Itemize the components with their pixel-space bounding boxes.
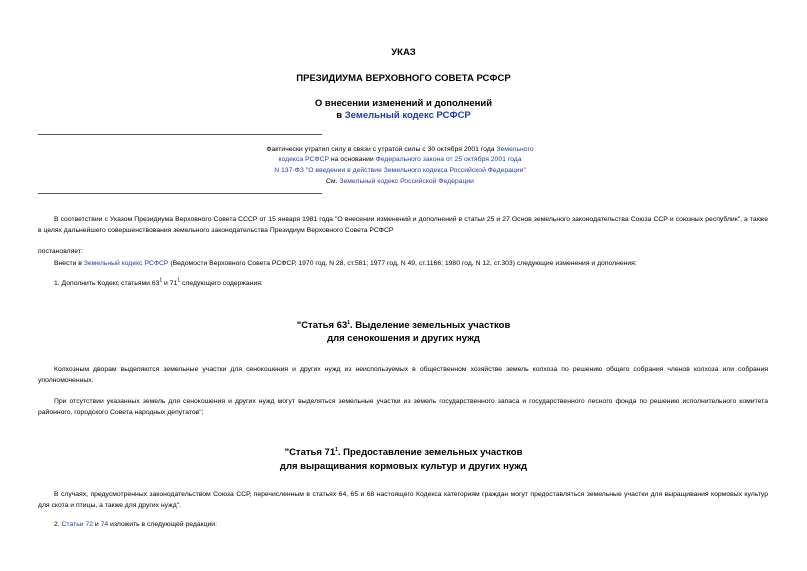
notice-bottom-rule [38,193,322,194]
document-subject-line2 [0,110,807,121]
item1-text-b: и 71 [162,280,178,287]
article63-sup: 1 [347,319,351,326]
article63-title-line1 [0,320,807,331]
item2-link-article72[interactable]: Статьи 72 [61,521,94,528]
article63-paragraph2: При отсутствии указанных земель для сенокошения и других нужд могут выделяться земельные участки из земель государственного запаса и государственного лесного фонда по решению исполнительного комитета районного, городского Совета народных депутатов"; [38,398,768,416]
item1-sup-a: 1 [159,277,163,284]
document-type: УКАЗ [391,47,416,58]
intro-code-link[interactable]: Земельный кодекс РСФСР [83,260,169,267]
notice-link-137fz[interactable]: N 137-ФЗ "О введении в действие Земельного кодекса Российской Федерации" [274,167,526,174]
document-issuer: ПРЕЗИДИУМА ВЕРХОВНОГО СОВЕТА РСФСР [296,73,511,84]
notice-link-federal-law[interactable]: Федерального закона от 25 октября 2001 года [375,156,522,163]
article63-title-a: "Статья 63 [296,320,348,331]
article71-sup: 1 [335,446,338,453]
notice-text1: Фактически утратил силу в связи с утратой силы с 30 октября 2001 года [266,146,497,153]
intro-prefix: Внести в [54,260,84,267]
notice-line3 [200,166,600,176]
subject-prefix: в [336,110,345,121]
document-subject-line1: О внесении изменений и дополнений [314,98,493,109]
notice-link-land-code-a[interactable]: Земельного [496,146,534,153]
item2-paragraph [38,519,768,530]
subject-code-link[interactable]: Земельный кодекс РСФСР [344,110,471,121]
preamble-paragraph: В соответствии с Указом Президиума Верховного Совета СССР от 15 января 1981 года "О внесении изменений и дополнений в статьи 25 и 27 Основ земельного законодательства Союза ССР и союзных республик", а также в целях дальнейшего совершенствования земельного законодательства Президиум Верховного Совета РСФСР [38,216,768,234]
article63-paragraph1: Колхозным дворам выделяются земельные участки для сенокошения и других нужд из неиспользуемых в общественном хозяйстве земель колхоза по решению общего собрания членов колхоза или собрания уполномоченных. [38,366,768,384]
intro-suffix: (Ведомости Верховного Совета РСФСР, 1970 год, N 28, ст.581; 1977 год, N 49, ст.1166; 1980 год, N 12, ст.303) следующие изменения и дополнения: [168,260,637,267]
item2-link-article74[interactable]: 74 [100,521,109,528]
item1-text-c: следующего содержания: [180,280,263,287]
decree-word: постановляет: [38,248,83,255]
notice-link-land-code-b[interactable]: кодекса РСФСР [278,156,330,163]
notice-top-rule [38,134,322,135]
article71-paragraph1: В случаях, предусмотренных законодательством Союза ССР, перечисленным в статьях 64, 65 и 68 настоящего Кодекса категориям граждан могут предоставляться земельные участки для выращивания кормовых культур для скота и птицы, а также для других нужд". [38,491,768,509]
article71-title-a: "Статья 71 [284,447,336,458]
article71-title-line1 [0,447,807,458]
article63-title-line2: для сенокошения и других нужд [327,333,480,344]
notice-line4 [200,177,600,187]
notice-text3: См. [326,178,340,185]
item2-suffix: изложить в следующей редакции: [108,521,217,528]
article71-title-b: . Предоставление земельных участков [337,447,523,458]
article63-title-b: . Выделение земельных участков [350,320,511,331]
notice-line2 [200,155,600,165]
article71-title-line2: для выращивания кормовых культур и других нужд [279,461,528,472]
item1-text-a: 1. Дополнить Кодекс статьями 63 [54,280,160,287]
item2-prefix: 2. [54,521,62,528]
notice-text2: на основании [329,156,376,163]
intro-paragraph [38,258,768,269]
item1-sup-b: 1 [177,277,181,284]
item1-paragraph [38,278,768,289]
notice-link-rf-land-code[interactable]: Земельный кодекс Российской Федерации [339,178,474,185]
item2-mid: и [93,521,101,528]
notice-line1 [200,145,600,155]
